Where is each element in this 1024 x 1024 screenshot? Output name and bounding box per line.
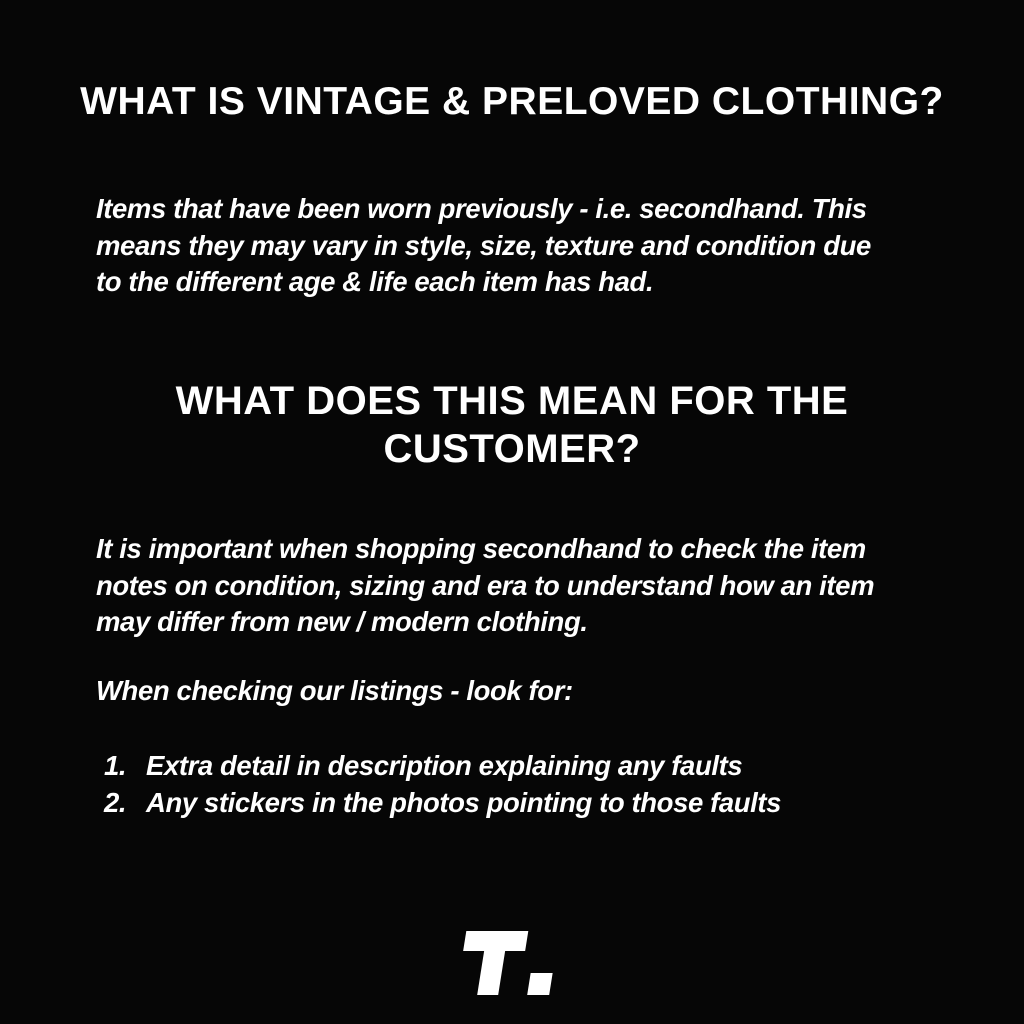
logo-period — [527, 973, 552, 995]
list-item-text: Any stickers in the photos pointing to those faults — [146, 787, 782, 818]
page-title: WHAT IS VINTAGE & PRELOVED CLOTHING? — [80, 80, 944, 123]
listings-intro: When checking our listings - look for: — [96, 675, 573, 706]
list-item — [104, 747, 781, 784]
section-title-customer — [0, 377, 1024, 473]
list-item-number: 2. — [104, 787, 127, 818]
paragraph-line: notes on condition, sizing and era to understand how an item — [96, 569, 875, 601]
paragraph-line: may differ from new / modern clothing. — [96, 606, 588, 637]
list-item-text: Extra detail in description explaining any faults — [146, 750, 743, 781]
brand-logo — [456, 931, 560, 995]
heading-line: CUSTOMER? — [383, 427, 641, 471]
customer-paragraph — [96, 531, 936, 641]
paragraph-line: Items that have been worn previously - i.e. secondhand. This — [96, 193, 867, 224]
list-item-number: 1. — [104, 750, 127, 781]
list-item — [104, 784, 781, 821]
heading-line: WHAT DOES THIS MEAN FOR THE — [175, 379, 849, 423]
paragraph-line: means they may vary in style, size, texture and condition due — [96, 229, 871, 261]
checklist — [104, 747, 781, 821]
paragraph-line: to the different age & life each item has had. — [96, 266, 654, 297]
intro-paragraph — [96, 191, 936, 301]
paragraph-line: It is important when shopping secondhand to check the item — [96, 533, 866, 564]
